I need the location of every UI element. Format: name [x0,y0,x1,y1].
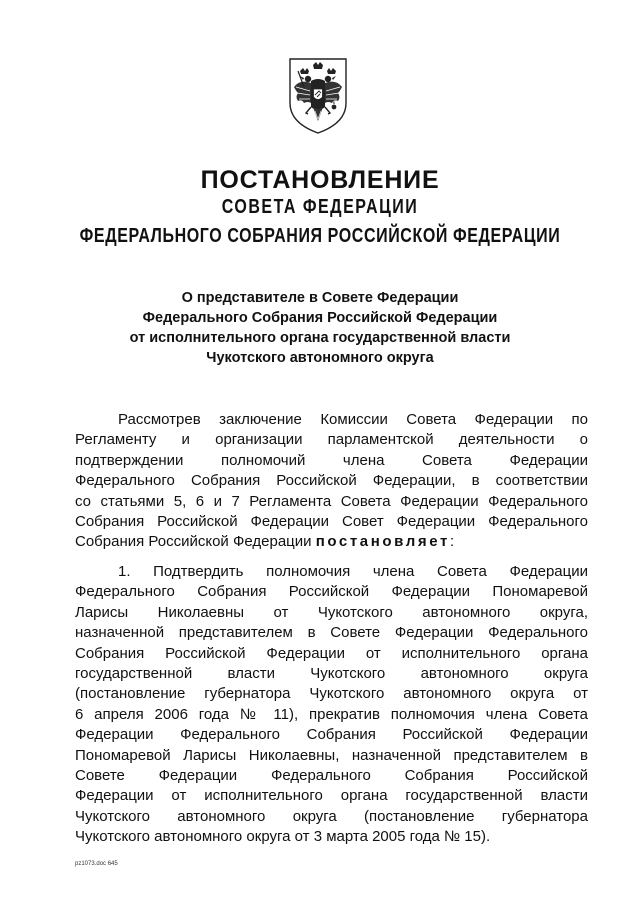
russian-coat-of-arms-icon [286,57,350,135]
paragraph-line: Собрания Российской Федерации от исполнительного органа [75,644,588,662]
subject-line: Федерального Собрания Российской Федерации [142,310,498,326]
issuer-line-1: СОВЕТА ФЕДЕРАЦИИ [221,196,419,218]
paragraph-line: Пономаревой Ларисы Николаевны, назначенной представителем в [75,746,588,764]
issuer-line-2: ФЕДЕРАЛЬНОГО СОБРАНИЯ РОССИЙСКОЙ ФЕДЕРАЦИИ [79,225,561,247]
paragraph-line: 6 апреля 2006 года № 11), прекратив полномочия члена Совета [75,705,588,723]
paragraph-line: Федерации от исполнительного органа государственной власти [75,787,588,805]
paragraph-line: Совете Федерации Федерального Собрания Российской [75,767,588,785]
resolves-keyword: постановляет [315,533,450,551]
paragraph-line: Чукотского автономного округа от 3 марта 2005 года № 15). [75,828,491,846]
resolution-paragraph-1 [75,562,588,848]
paragraph-line: Федерального Собрания Российской Федерации, в соответствии [75,472,588,490]
document-title: ПОСТАНОВЛЕНИЕ [200,166,440,194]
paragraph-line: подтверждении полномочий члена Совета Федерации [75,451,588,469]
paragraph-line: государственной власти Чукотского автономного округа [75,665,588,683]
paragraph-line: Чукотского автономного округа (постановление губернатора [75,807,588,825]
paragraph-line: Рассмотрев заключение Комиссии Совета Федерации по [118,411,588,428]
paragraph-line: Регламенту и организации парламентской деятельности о [75,431,588,449]
document-subject [0,288,640,368]
paragraph-line: Собрания Российской Федерации Совет Федерации Федерального [75,513,588,531]
paragraph-line: назначенной представителем в Совете Федерации Федерального [75,624,588,642]
paragraph-line: (постановление губернатора Чукотского автономного округа от [75,685,588,703]
paragraph-text: Собрания Российской Федерации [75,533,316,551]
subject-line: Чукотского автономного округа [206,350,434,366]
paragraph-line: Федерации Федерального Собрания Российской Федерации [75,726,588,744]
paragraph-line: 1. Подтвердить полномочия члена Совета Федерации [118,563,588,580]
paragraph-line: Федерального Собрания Российской Федерации Пономаревой [75,583,588,601]
subject-line: О представителе в Совете Федерации [181,290,459,306]
preamble-paragraph [75,410,588,553]
paragraph-line: Ларисы Николаевны от Чукотского автономного округа, [75,603,588,621]
document-file-code: pz1073.doc 645 [75,861,118,867]
paragraph-line: со статьями 5, 6 и 7 Регламента Совета Федерации Федерального [75,492,588,510]
paragraph-line-last [75,532,588,552]
subject-line: от исполнительного органа государственной власти [129,330,511,346]
paragraph-text: : [449,533,455,551]
